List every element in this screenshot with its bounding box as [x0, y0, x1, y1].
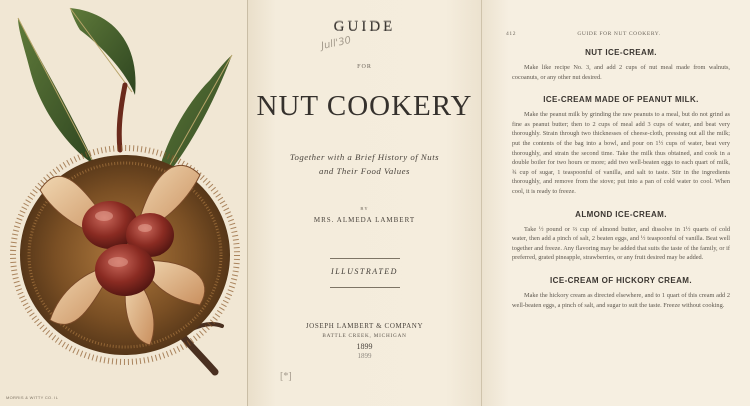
recipe-body: Make like recipe No. 3, and add 2 cups of nut meal made from walnuts, cocoanuts, or any other nut desired.	[512, 64, 730, 81]
illustration-page	[0, 0, 248, 406]
recipe-body: Take ½ pound or ⅔ cup of almond butter, and dissolve in 1½ quarts of cold water, then add a pinch of salt, 2 beaten eggs, and ½ teaspoonful of vanilla. Beat well together and freeze. Any flavoring may be added that suits the taste of the family, or if preferred, grated pineapple, strawberries, or any fruit desired may be added.	[512, 225, 730, 262]
recipe-peanut-milk-ice-cream	[512, 95, 730, 196]
author-name: MRS. ALMEDA LAMBERT	[313, 216, 416, 224]
running-header	[506, 31, 732, 37]
publisher-name: JOSEPH LAMBERT & COMPANY	[305, 322, 424, 330]
leaf-center	[70, 8, 136, 95]
book-subtitle	[268, 150, 461, 178]
publisher-city: BATTLE CREEK, MICHIGAN	[322, 333, 407, 339]
recipe-title: ICE-CREAM MADE OF PEANUT MILK.	[543, 95, 699, 105]
publication-year: 1899	[356, 342, 373, 351]
recipe-list	[512, 48, 730, 323]
recipe-hickory-ice-cream	[512, 276, 730, 310]
chestnut-burr-illustration	[0, 0, 248, 406]
printer-mark: MORRIS & WITTY CO. IL	[6, 395, 59, 400]
recipe-page	[482, 0, 750, 406]
by-label: BY	[360, 206, 369, 211]
recipe-body: Make the hickory cream as directed elsewhere, and to 1 quart of this cream add 2 well-beaten eggs, a pinch of salt, and sugar to suit the taste. Freeze without cooking.	[512, 291, 730, 309]
guide-heading: GUIDE	[333, 19, 396, 35]
page-number: 412	[506, 31, 517, 37]
leaf-left	[18, 18, 95, 165]
subtitle-line-1: Together with a Brief History of Nuts	[289, 152, 440, 162]
rule-bottom	[330, 287, 400, 288]
title-page	[248, 0, 482, 406]
rule-top	[330, 258, 400, 259]
margin-mark: [*]	[280, 371, 292, 382]
recipe-title: NUT ICE-CREAM.	[585, 48, 657, 57]
running-title: GUIDE FOR NUT COOKERY.	[577, 31, 661, 37]
illustrated-label: ILLUSTRATED	[331, 267, 398, 276]
pencil-annotation: Jull'30	[320, 34, 353, 53]
book-title: NUT COOKERY	[256, 90, 473, 122]
recipe-title: ALMOND ICE-CREAM.	[575, 209, 667, 219]
recipe-nut-ice-cream	[512, 48, 730, 82]
recipe-body: Make the peanut milk by grinding the raw peanuts to a meal, but do not grind as fine as peanut butter; then to 2 cups of meal add 3 cups of water, and beat very thoroughly. Strain through two thicknesses of cheese-cloth, pressing out all the milk; put the contents of the bag into a bowl, and pour on 1½ cups of water, beat very thoroughly, and strain the second time. Take the milk thus obtained, and cook in a double boiler for two hours or more; add two well-beaten eggs to each quart of milk, ¾ cup of sugar, 1 teaspoonful of vanilla, and salt to taste. Stir in the ingredients thoroughly, and remove from the stove; put into a pan of cold water to cool. When cool, it is ready to freeze.	[512, 111, 730, 195]
for-label: FOR	[357, 64, 372, 70]
recipe-title: ICE-CREAM OF HICKORY CREAM.	[550, 275, 692, 285]
recipe-almond-ice-cream	[512, 210, 730, 263]
subtitle-line-2: and Their Food Values	[319, 166, 410, 176]
library-stamp: 1899	[357, 352, 372, 360]
